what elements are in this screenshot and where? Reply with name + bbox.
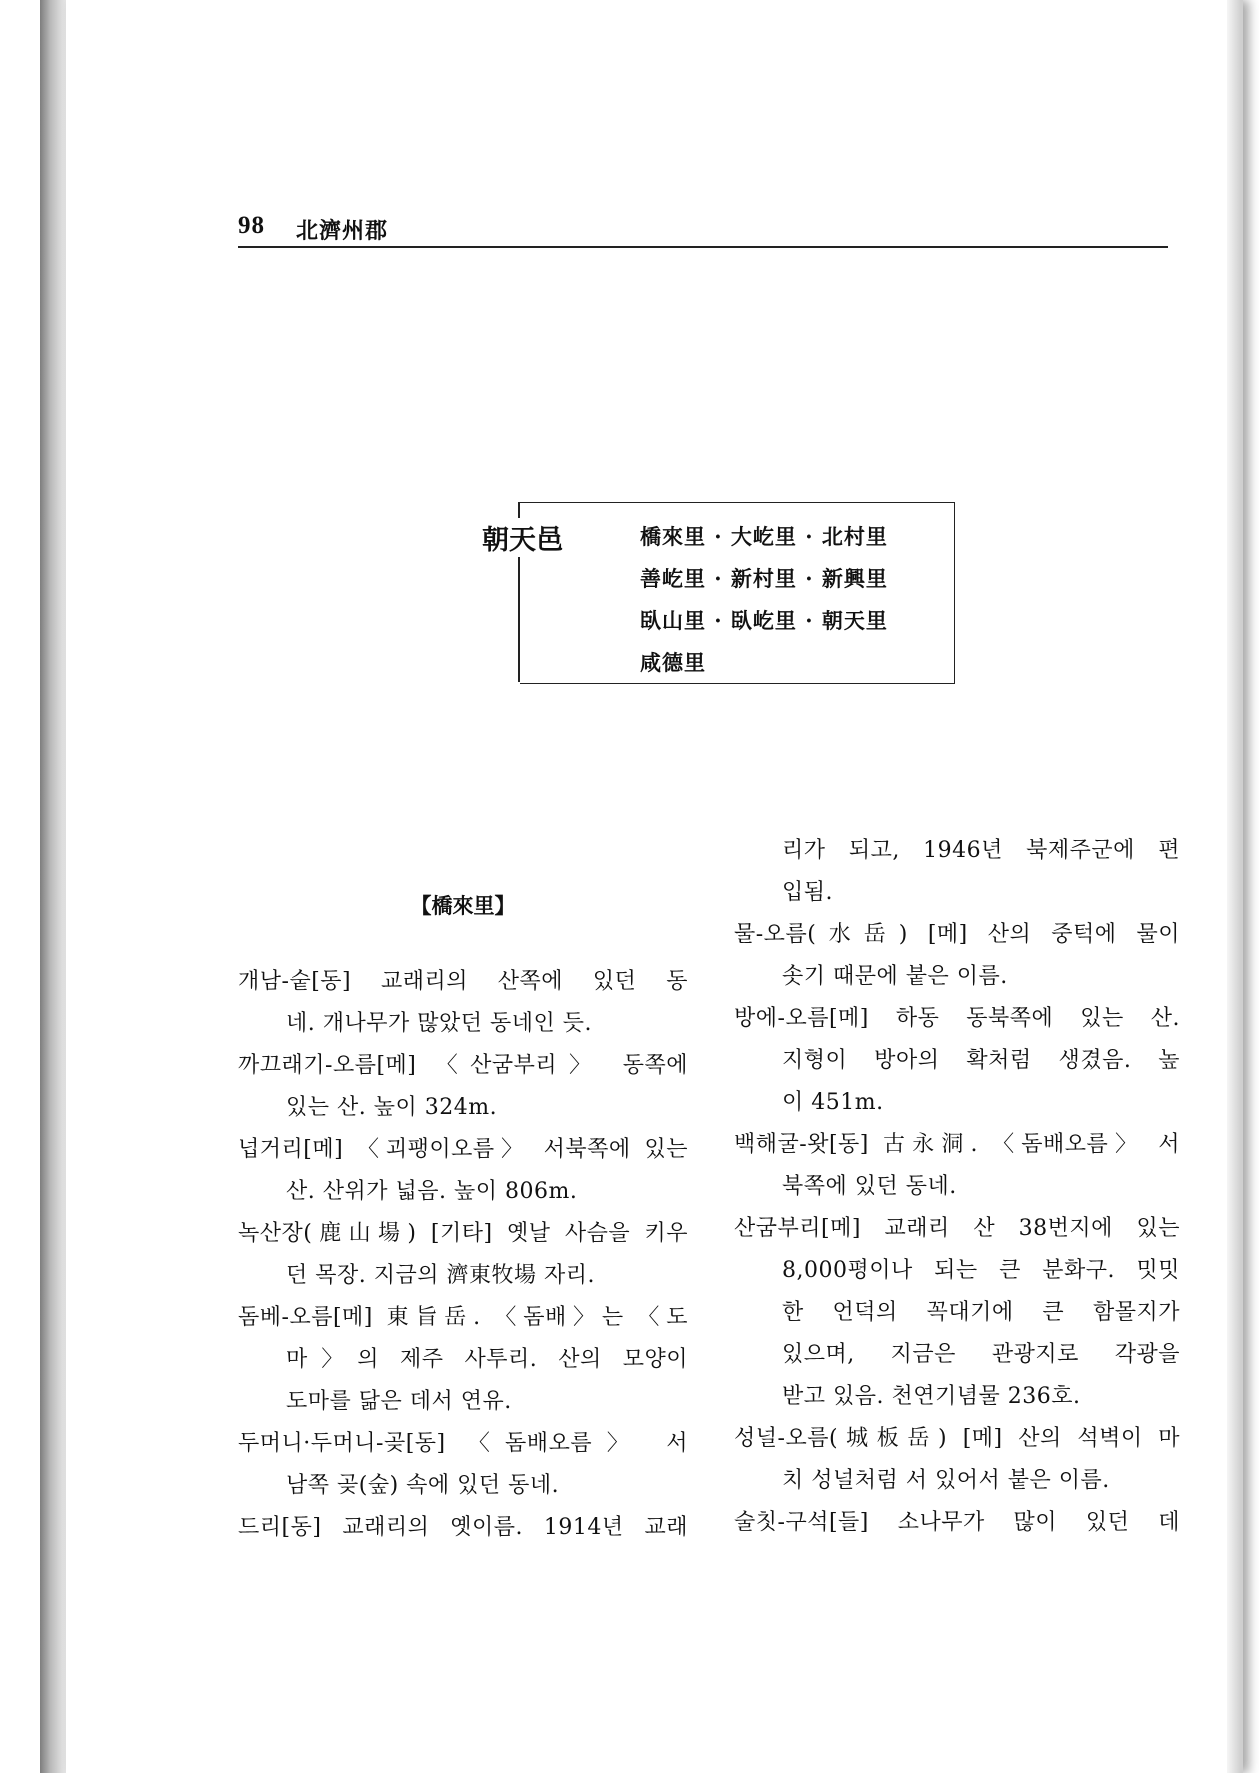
entry-line: 까끄래기-오름[메] 〈산굼부리〉 동쪽에	[238, 1053, 688, 1078]
entry-line: 도마를 닮은 데서 연유.	[286, 1389, 512, 1414]
entry-line: 솟기 때문에 붙은 이름.	[782, 964, 1008, 989]
entry-line: 8,000평이나 되는 큰 분화구. 밋밋	[782, 1258, 1180, 1283]
dictionary-entry	[238, 1507, 688, 1549]
entry-line: 이 451m.	[782, 1090, 884, 1115]
dictionary-entry	[734, 830, 1180, 914]
entry-line: 드리[동] 교래리의 옛이름. 1914년 교래	[238, 1515, 688, 1540]
dictionary-entry	[734, 914, 1180, 998]
village-line: 善屹里 · 新村里 · 新興里	[640, 566, 888, 591]
entry-line: 한 언덕의 꼭대기에 큰 함몰지가	[782, 1300, 1180, 1325]
entry-line: 돔베-오름[메] 東旨岳. 〈돔배〉는 〈도	[238, 1305, 688, 1330]
entry-line: 백해굴-왓[동] 古永洞. 〈돔배오름〉 서	[734, 1132, 1180, 1157]
township-name: 朝天邑	[478, 518, 567, 557]
left-column	[238, 830, 688, 1549]
dictionary-entry	[734, 1502, 1180, 1544]
entry-line: 성널-오름(城板岳) [메] 산의 석벽이 마	[734, 1426, 1180, 1451]
dictionary-entry	[734, 1124, 1180, 1208]
entry-line: 남쪽 곶(숲) 속에 있던 동네.	[286, 1473, 560, 1498]
page-edge	[1227, 0, 1241, 1773]
village-list	[640, 516, 888, 684]
dictionary-entry	[238, 1045, 688, 1129]
entry-line: 넙거리[메] 〈괴팽이오름〉 서북쪽에 있는	[238, 1137, 688, 1162]
dictionary-entry	[238, 1423, 688, 1507]
entry-line: 산굼부리[메] 교래리 산 38번지에 있는	[734, 1216, 1180, 1241]
village-line: 咸德里	[640, 650, 706, 675]
entry-line: 북쪽에 있던 동네.	[782, 1174, 957, 1199]
entry-line: 치 성널처럼 서 있어서 붙은 이름.	[782, 1468, 1110, 1493]
page-margin	[0, 0, 40, 1773]
entry-line: 네. 개나무가 많았던 동네인 듯.	[286, 1011, 592, 1036]
entry-line: 던 목장. 지금의 濟東牧場 자리.	[286, 1263, 595, 1288]
running-title: 北濟州郡	[296, 218, 389, 244]
entry-line: 산. 산위가 넓음. 높이 806m.	[286, 1179, 578, 1204]
dictionary-entry	[734, 998, 1180, 1124]
entry-line: 녹산장(鹿山場) [기타] 옛날 사슴을 키우	[238, 1221, 688, 1246]
entry-line: 있는 산. 높이 324m.	[286, 1095, 498, 1120]
dictionary-entry	[734, 1208, 1180, 1418]
right-column	[734, 830, 1180, 1544]
entry-line: 있으며, 지금은 관광지로 각광을	[782, 1342, 1180, 1367]
entry-line: 리가 되고, 1946년 북제주군에 편	[782, 838, 1180, 863]
entry-line: 물-오름(水岳) [메] 산의 중턱에 물이	[734, 922, 1180, 947]
dictionary-entry	[238, 1213, 688, 1297]
village-line: 臥山里 · 臥屹里 · 朝天里	[640, 608, 888, 633]
dictionary-entry	[238, 1129, 688, 1213]
running-header	[238, 210, 1168, 248]
entry-line: 술칫-구석[들] 소나무가 많이 있던 데	[734, 1510, 1180, 1535]
entry-line: 개남-숱[동] 교래리의 산쪽에 있던 동	[238, 969, 688, 994]
entry-line: 방에-오름[메] 하동 동북쪽에 있는 산.	[734, 1006, 1180, 1031]
dictionary-entry	[238, 1297, 688, 1423]
village-line: 橋來里 · 大屹里 · 北村里	[640, 524, 888, 549]
right-entries	[734, 830, 1180, 1544]
entry-line: 받고 있음. 천연기념물 236호.	[782, 1384, 1081, 1409]
left-entries	[238, 961, 688, 1549]
dictionary-entry	[238, 961, 688, 1045]
entry-line: 마〉의 제주 사투리. 산의 모양이	[286, 1347, 688, 1372]
section-heading: 【橋來里】	[410, 893, 516, 918]
entry-line: 두머니·두머니-곶[동] 〈돔배오름〉 서	[238, 1431, 688, 1456]
dictionary-entry	[734, 1418, 1180, 1502]
entry-line: 지형이 방아의 확처럼 생겼음. 높	[782, 1048, 1180, 1073]
entry-line: 입됨.	[782, 880, 833, 905]
page-number: 98	[238, 212, 265, 239]
